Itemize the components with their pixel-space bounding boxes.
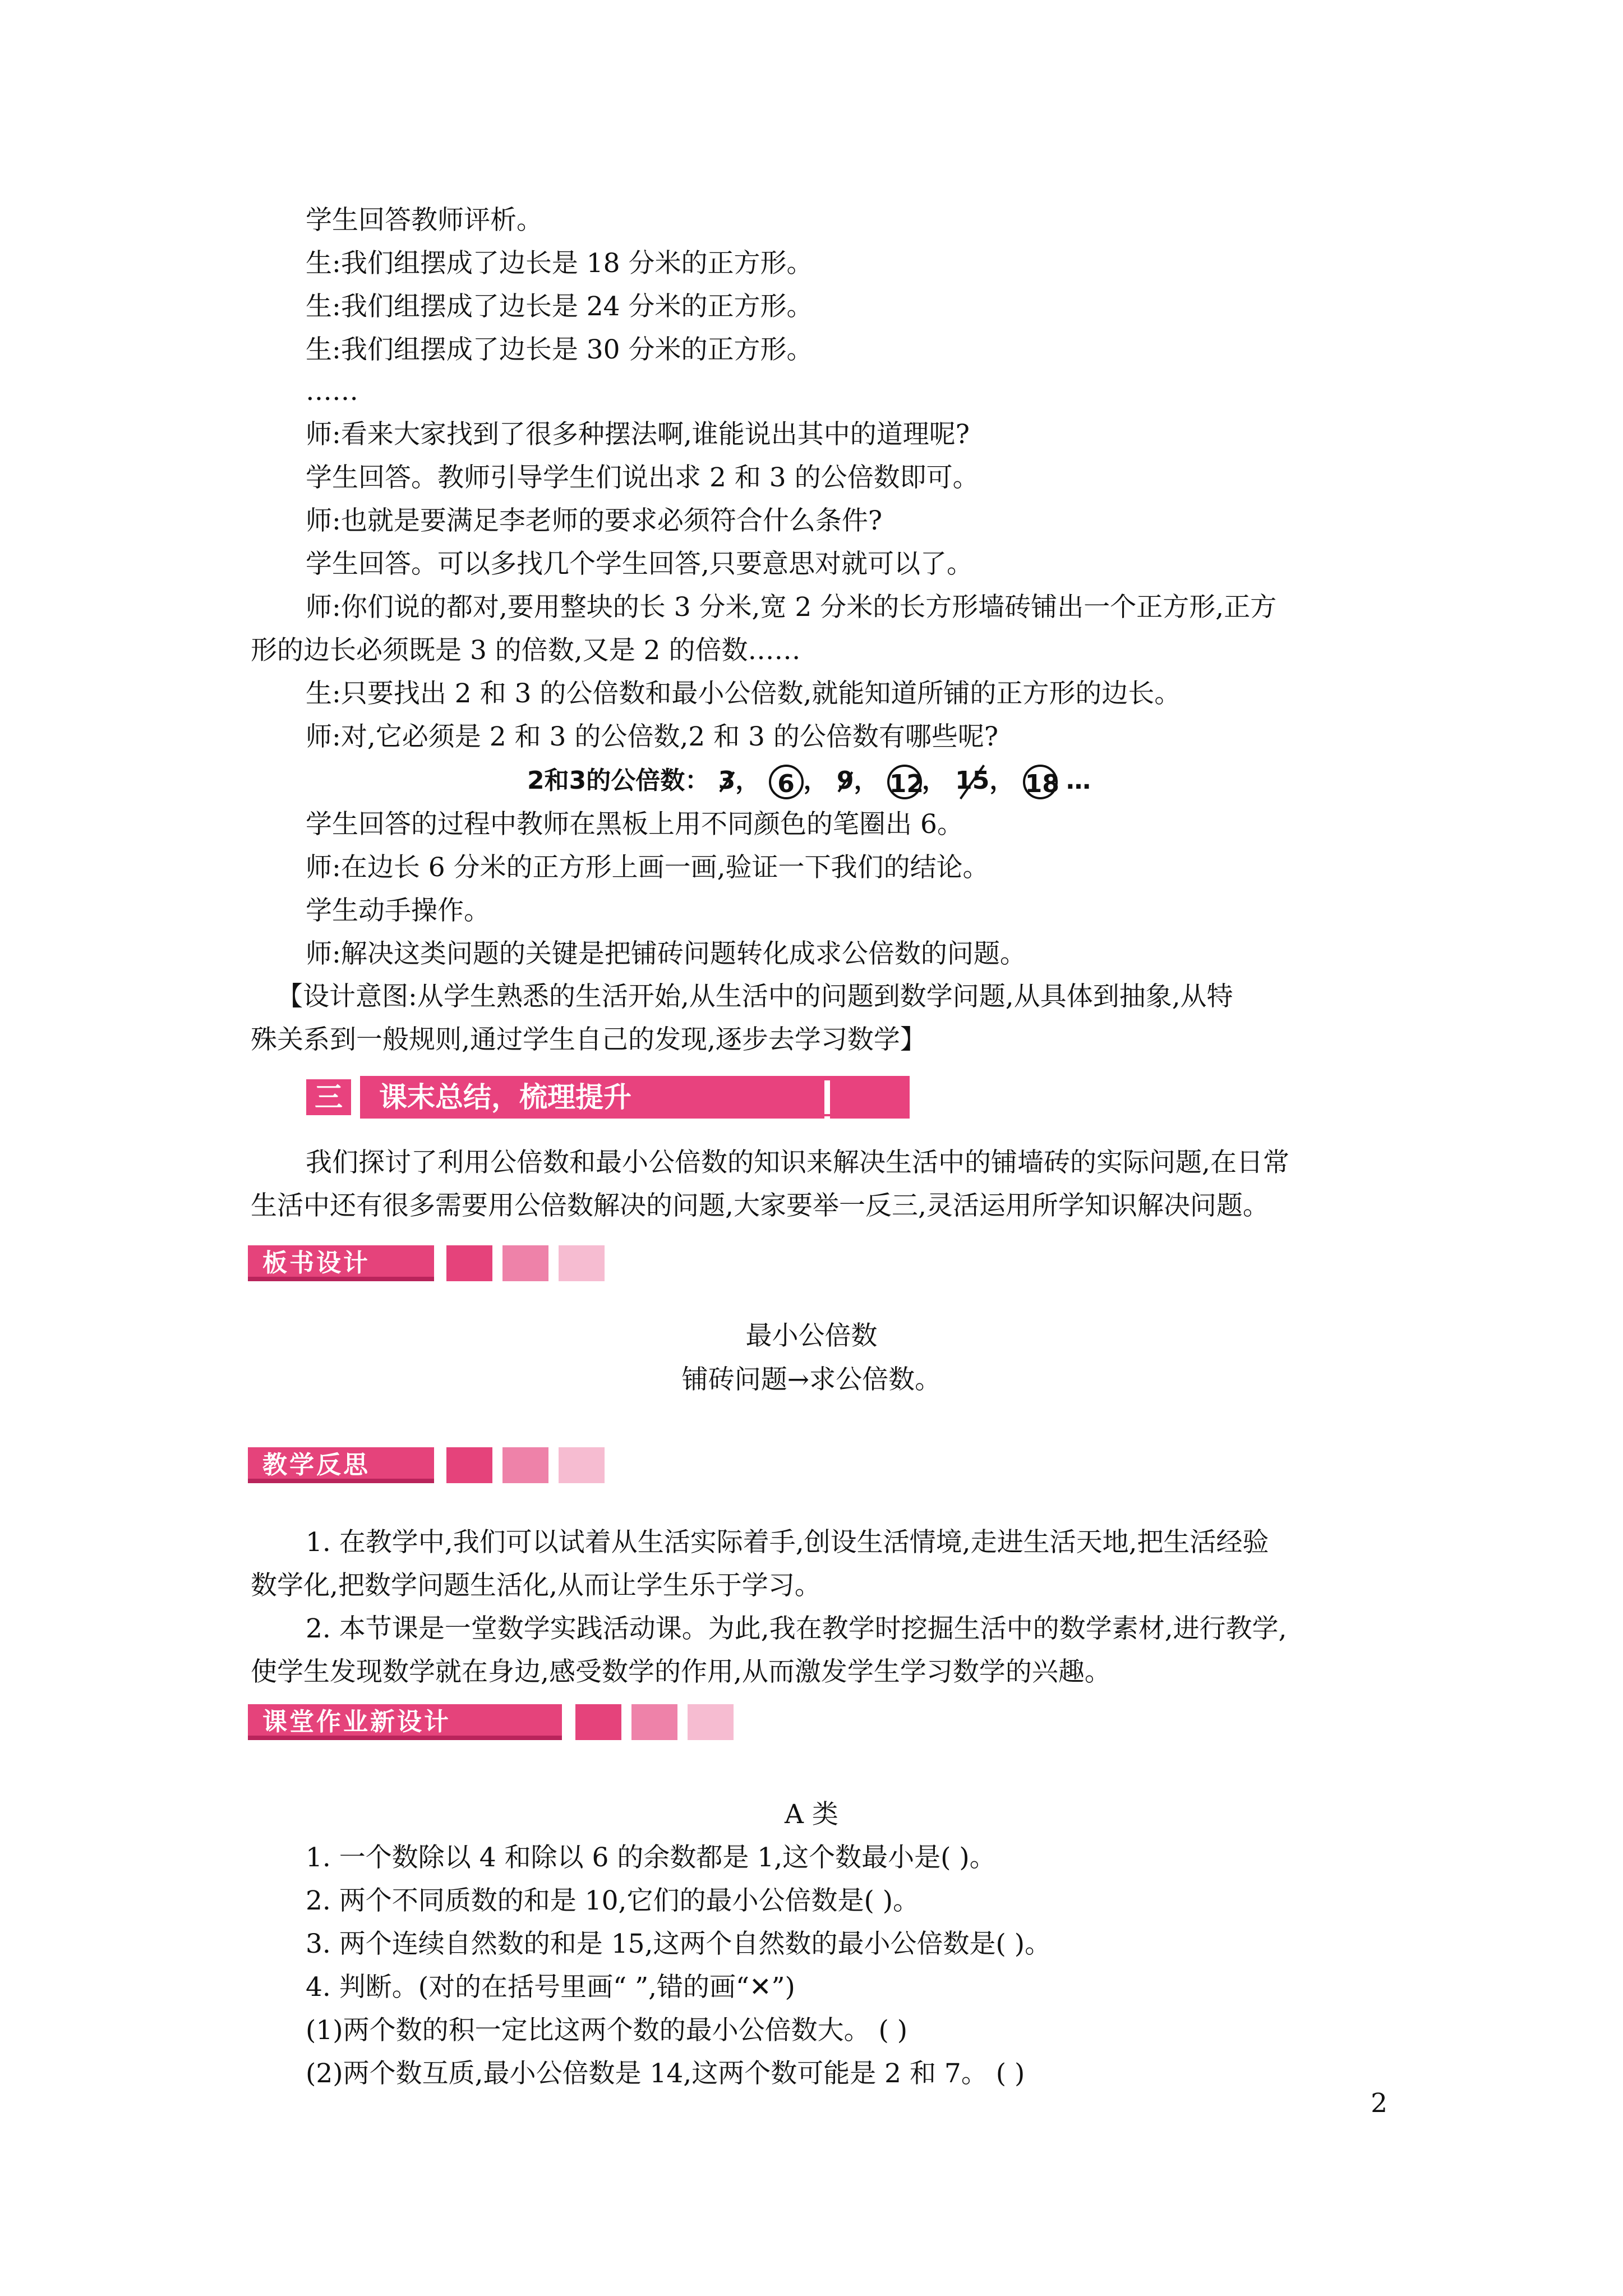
- text-line: 生:我们组摆成了边长是 30 分米的正方形。: [306, 334, 813, 365]
- homework-item: (1)两个数的积一定比这两个数的最小公倍数大。 ( ): [306, 2015, 908, 2046]
- badge-square: [575, 1704, 621, 1740]
- reflection-line: 1. 在教学中,我们可以试着从生活实际着手,创设生活情境,走进生活天地,把生活经验: [306, 1527, 1269, 1558]
- reflection-line: 数学化,把数学问题生活化,从而让学生乐于学习。: [251, 1570, 821, 1601]
- text-line: 生:我们组摆成了边长是 18 分米的正方形。: [306, 248, 813, 279]
- text-line: 生:我们组摆成了边长是 24 分米的正方形。: [306, 291, 813, 322]
- badge-label: 板书设计: [248, 1245, 434, 1281]
- homework-item: (2)两个数互质,最小公倍数是 14,这两个数可能是 2 和 7。 ( ): [306, 2058, 1025, 2089]
- formula-ellipsis: …: [1066, 766, 1091, 795]
- badge-label: 课堂作业新设计: [248, 1704, 562, 1740]
- text-line: 形的边长必须既是 3 的倍数,又是 2 的倍数……: [251, 635, 801, 666]
- text-line: ……: [306, 376, 358, 407]
- badge-label: 教学反思: [248, 1447, 434, 1483]
- board-line: 铺砖问题→求公倍数。: [681, 1364, 942, 1395]
- section-title: 课末总结，梳理提升: [360, 1076, 910, 1119]
- text-line: 师:在边长 6 分米的正方形上画一画,验证一下我们的结论。: [306, 852, 989, 883]
- struck-number: 9: [837, 764, 854, 798]
- stripe-decoration: [824, 1080, 842, 1114]
- text-line: 师:对,它必须是 2 和 3 的公倍数,2 和 3 的公倍数有哪些呢?: [306, 721, 999, 752]
- formula-label: 2和3的公倍数：: [527, 766, 710, 795]
- text-line: 学生动手操作。: [306, 895, 490, 926]
- design-intent: 【设计意图:从学生熟悉的生活开始,从生活中的问题到数学问题,从具体到抽象,从特: [276, 981, 1233, 1012]
- circled-number: 6: [769, 765, 804, 799]
- text-line: 师:看来大家找到了很多种摆法啊,谁能说出其中的道理呢?: [306, 419, 970, 450]
- badge-square: [446, 1447, 492, 1483]
- struck-number: 3: [718, 764, 736, 798]
- text-line: 学生回答。可以多找几个学生回答,只要意思对就可以了。: [306, 549, 973, 579]
- struck-number: 15: [955, 764, 989, 798]
- text-line: 学生回答。教师引导学生们说出求 2 和 3 的公倍数即可。: [306, 462, 979, 493]
- homework-item: 2. 两个不同质数的和是 10,它们的最小公倍数是( )。: [306, 1885, 920, 1916]
- multiples-formula: 2和3的公倍数： 3， 6 ， 9， 12， 15， 18 …: [527, 764, 1091, 799]
- badge-square: [559, 1447, 605, 1483]
- text-line: 师:也就是要满足李老师的要求必须符合什么条件?: [306, 505, 883, 536]
- summary-line: 我们探讨了利用公倍数和最小公倍数的知识来解决生活中的铺墙砖的实际问题,在日常: [306, 1147, 1289, 1178]
- badge-square: [502, 1447, 548, 1483]
- circled-number: 18: [1023, 765, 1058, 799]
- board-title: 最小公倍数: [745, 1320, 878, 1351]
- text-line: 学生回答的过程中教师在黑板上用不同颜色的笔圈出 6。: [306, 809, 963, 840]
- reflection-line: 使学生发现数学就在身边,感受数学的作用,从而激发学生学习数学的兴趣。: [251, 1657, 1111, 1687]
- homework-heading: A 类: [785, 1799, 838, 1830]
- text-line: 生:只要找出 2 和 3 的公倍数和最小公倍数,就能知道所铺的正方形的边长。: [306, 678, 1181, 709]
- homework-item: 3. 两个连续自然数的和是 15,这两个自然数的最小公倍数是( )。: [306, 1929, 1052, 1959]
- badge-square: [559, 1245, 605, 1281]
- badge-square: [688, 1704, 734, 1740]
- badge-square: [631, 1704, 677, 1740]
- circled-number: 12: [887, 765, 922, 799]
- page-number: 2: [1371, 2088, 1387, 2119]
- homework-item: 4. 判断。(对的在括号里画“ ”,错的画“✕”): [306, 1972, 795, 2003]
- design-intent: 殊关系到一般规则,通过学生自己的发现,逐步去学习数学】: [251, 1024, 926, 1055]
- text-line: 师:解决这类问题的关键是把铺砖问题转化成求公倍数的问题。: [306, 938, 1026, 969]
- section-number: 三: [303, 1076, 354, 1119]
- badge-square: [446, 1245, 492, 1281]
- badge-square: [502, 1245, 548, 1281]
- reflection-line: 2. 本节课是一堂数学实践活动课。为此,我在教学时挖掘生活中的数学素材,进行教学,: [306, 1613, 1287, 1644]
- homework-item: 1. 一个数除以 4 和除以 6 的余数都是 1,这个数最小是( )。: [306, 1842, 996, 1873]
- summary-line: 生活中还有很多需要用公倍数解决的问题,大家要举一反三,灵活运用所学知识解决问题。: [251, 1190, 1269, 1221]
- text-line: 师:你们说的都对,要用整块的长 3 分米,宽 2 分米的长方形墙砖铺出一个正方形,正方: [306, 592, 1277, 623]
- text-line: 学生回答教师评析。: [306, 205, 543, 236]
